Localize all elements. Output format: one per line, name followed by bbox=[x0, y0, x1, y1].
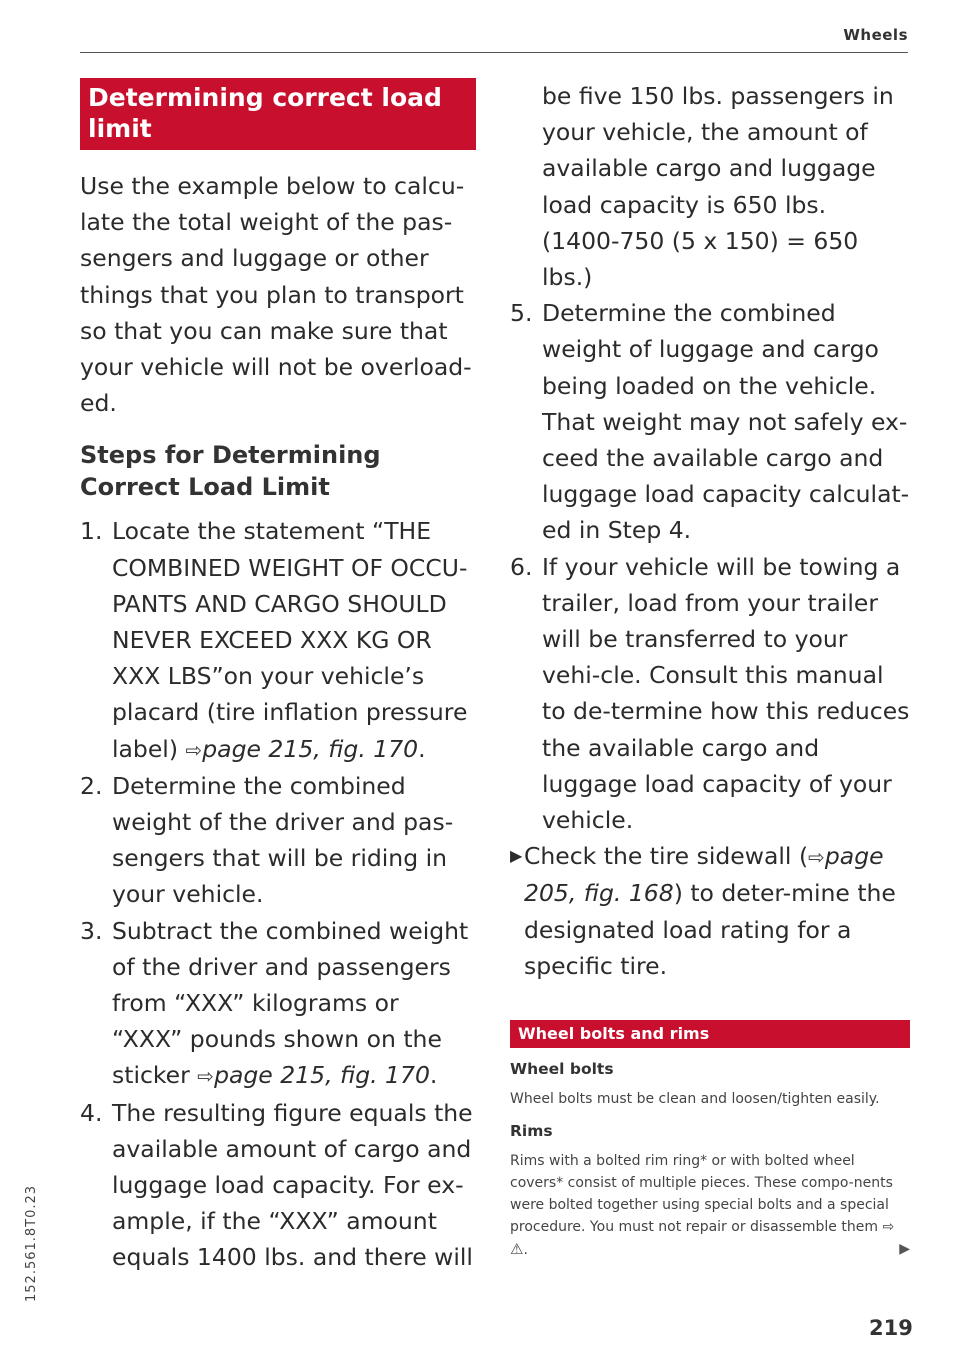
check-text-rest: ) to deter-mine the designated load rating for a specific tire. bbox=[524, 879, 896, 980]
step-text: Determine the combined weight of the driver and pas-sengers that will be riding in your vehicle. bbox=[112, 771, 454, 909]
step-number: 3. bbox=[80, 916, 103, 945]
step-number: 2. bbox=[80, 771, 103, 800]
intro-paragraph: Use the example below to calcu-late the total weight of the pas-sengers and luggage or other things that you plan to transport so that you can make sure that your vehicle will not be overload-ed. bbox=[80, 172, 472, 418]
steps-list-continued bbox=[510, 295, 910, 838]
step-number: 4. bbox=[80, 1098, 103, 1127]
check-sidewall-item: ▶ Check the tire sidewall (⇨page 205, fig. 168) to deter-mine the designated load rating for a specific tire. bbox=[510, 838, 910, 984]
step-item bbox=[80, 1095, 476, 1276]
page-number: 219 bbox=[869, 1316, 913, 1340]
continue-arrow-icon: ▶ bbox=[899, 1241, 910, 1258]
check-text: Check the tire sidewall bbox=[524, 842, 792, 871]
steps-list bbox=[80, 513, 476, 1275]
page-reference-text: page 215, fig. 170 bbox=[202, 734, 419, 763]
wheel-bolts-banner: Wheel bolts and rims bbox=[510, 1020, 910, 1048]
step-number: 6. bbox=[510, 552, 533, 581]
section-title-banner: Determining correct load limit bbox=[80, 78, 476, 150]
arrow-right-icon: ⇨ bbox=[185, 737, 203, 762]
right-column bbox=[510, 78, 910, 1273]
page-reference-text: page 215, fig. 170 bbox=[214, 1061, 430, 1090]
bullet-triangle-icon: ▶ bbox=[510, 846, 523, 866]
step-text: Determine the combined weight of luggage and cargo being loaded on the vehicle. That weight may not safely ex-ceed the available cargo and luggage load capacity calculat-ed in Step 4. bbox=[542, 299, 910, 545]
arrow-right-icon: ⇨ bbox=[808, 845, 825, 870]
step-item bbox=[510, 549, 910, 839]
step-text: Locate the statement “THE COMBINED WEIGHT OF OCCU-PANTS AND CARGO SHOULD NEVER EXCEED XXX KG OR XXX LBS”on your vehicle’s placard (tire inflation pressure label) bbox=[112, 517, 468, 763]
step-item: 3. Subtract the combined weight of the driver and passengers from “XXX” kilograms or “XXX” pounds shown on the sticker ⇨page 215, fig. 170. bbox=[80, 913, 476, 1095]
page-reference-link[interactable] bbox=[186, 735, 419, 763]
document-code: 152.561.8T0.23 bbox=[24, 1184, 39, 1302]
step-number: 1. bbox=[80, 517, 103, 546]
arrow-right-icon: ⇨ bbox=[882, 1219, 895, 1236]
step-item bbox=[510, 295, 910, 548]
left-column bbox=[80, 78, 476, 1276]
warning-triangle-icon: ⚠ bbox=[510, 1240, 524, 1259]
page-reference-link[interactable] bbox=[197, 1061, 430, 1089]
steps-heading: Steps for Determining Correct Load Limit bbox=[80, 441, 381, 502]
step-text: If your vehicle will be towing a trailer, load from your trailer will be transferred to your vehi-cle. Consult this manual to de-termine how this reduces the available cargo and luggage load capacity of your vehicle. bbox=[542, 552, 910, 835]
wheel-bolts-text: Wheel bolts must be clean and loosen/tighten easily. bbox=[510, 1091, 880, 1108]
step-item: 1. Locate the statement “THE COMBINED WEIGHT OF OCCU-PANTS AND CARGO SHOULD NEVER EXCEED XXX KG OR XXX LBS”on your vehicle’s placard (tire inflation pressure label) ⇨page 215, fig. 170. bbox=[80, 513, 476, 767]
header-divider bbox=[80, 52, 908, 53]
rims-text: Rims with a bolted rim ring* or with bolted wheel covers* consist of multiple pieces. These compo-nents were bolted together using special bolts and a special procedure. You must not repair or disassemble them bbox=[510, 1153, 893, 1236]
page-reference-text: page 205, fig. 168 bbox=[524, 842, 884, 908]
rims-text-block: Rims with a bolted rim ring* or with bolted wheel covers* consist of multiple pieces. These compo-nents were bolted together using special bolts and a special procedure. You must not repair or disassemble them ⇨ ⚠. ▶ bbox=[510, 1153, 910, 1259]
wheel-bolts-heading: Wheel bolts bbox=[510, 1060, 614, 1079]
step-item bbox=[80, 768, 476, 913]
step-4-continued: be five 150 lbs. passengers in your vehicle, the amount of available cargo and luggage load capacity is 650 lbs. (1400-750 (5 x 150) = 650 lbs.) bbox=[542, 82, 894, 292]
arrow-right-icon: ⇨ bbox=[197, 1064, 215, 1089]
step-number: 5. bbox=[510, 299, 533, 328]
step-text: The resulting figure equals the available amount of cargo and luggage load capacity. For ex-ample, if the “XXX” amount equals 1400 lbs. and there will bbox=[112, 1098, 473, 1272]
rims-heading: Rims bbox=[510, 1122, 553, 1141]
step-text: Subtract the combined weight of the driver and passengers from “XXX” kilograms or “XXX” pounds shown on the sticker bbox=[112, 916, 469, 1090]
section-header-title: Wheels bbox=[843, 26, 908, 44]
